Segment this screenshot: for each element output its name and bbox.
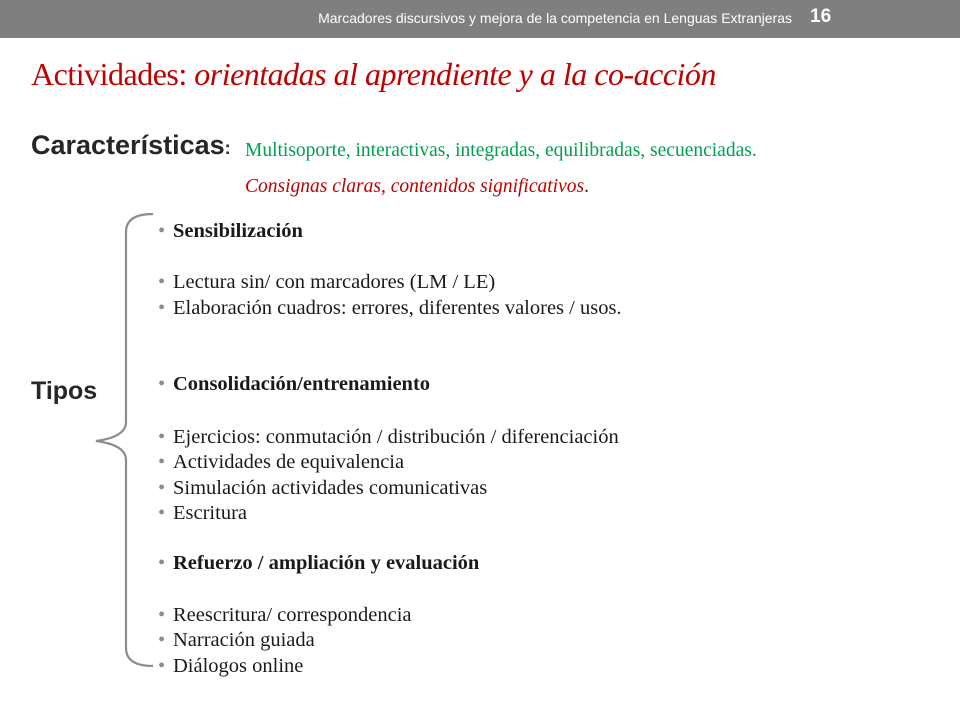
- caracteristicas-colon: :: [224, 138, 231, 158]
- list-item: • Ejercicios: conmutación / distribución / diferenciación: [158, 426, 619, 448]
- list-heading-sensibilizacion: • Sensibilización: [158, 220, 303, 242]
- list-item: • Diálogos online: [158, 655, 304, 677]
- list-item: • Lectura sin/ con marcadores (LM / LE): [158, 271, 496, 293]
- list-item: • Simulación actividades comunicativas: [158, 477, 488, 499]
- title-plain: Actividades:: [31, 56, 195, 92]
- bullet-icon: •: [158, 477, 166, 499]
- list-item: • Actividades de equivalencia: [158, 451, 405, 473]
- tipos-label: Tipos: [31, 377, 98, 405]
- bullet-icon: •: [158, 552, 166, 574]
- slide-number: 16: [810, 6, 832, 27]
- bullet-icon: •: [158, 604, 166, 626]
- list-item: • Narración guiada: [158, 629, 315, 651]
- list-heading-consolidacion: • Consolidación/entrenamiento: [158, 373, 431, 395]
- bullet-icon: •: [158, 297, 166, 319]
- bullet-icon: •: [158, 426, 166, 448]
- bullet-icon: •: [158, 373, 166, 395]
- caracteristicas-line-1: Multisoporte, interactivas, integradas, equilibradas, secuenciadas.: [245, 140, 757, 161]
- bullet-icon: •: [158, 271, 166, 293]
- bullet-icon: •: [158, 220, 166, 242]
- bullet-icon: •: [158, 502, 166, 524]
- bullet-icon: •: [158, 629, 166, 651]
- title-italic: orientadas al aprendiente y a la co-acción: [194, 56, 716, 92]
- bullet-icon: •: [158, 655, 166, 677]
- running-title: Marcadores discursivos y mejora de la competencia en Lenguas Extranjeras: [318, 10, 792, 26]
- bullet-icon: •: [158, 451, 166, 473]
- caracteristicas-line-2-text: Consignas claras, contenidos significativos: [245, 176, 585, 197]
- list-item: • Escritura: [158, 502, 247, 524]
- caracteristicas-text: Características: [31, 130, 225, 160]
- list-item: • Elaboración cuadros: errores, diferentes valores / usos.: [158, 297, 622, 319]
- list-heading-refuerzo: • Refuerzo / ampliación y evaluación: [158, 552, 480, 574]
- caracteristicas-line-2-end: .: [584, 176, 589, 197]
- list-item: • Reescritura/ correspondencia: [158, 604, 412, 626]
